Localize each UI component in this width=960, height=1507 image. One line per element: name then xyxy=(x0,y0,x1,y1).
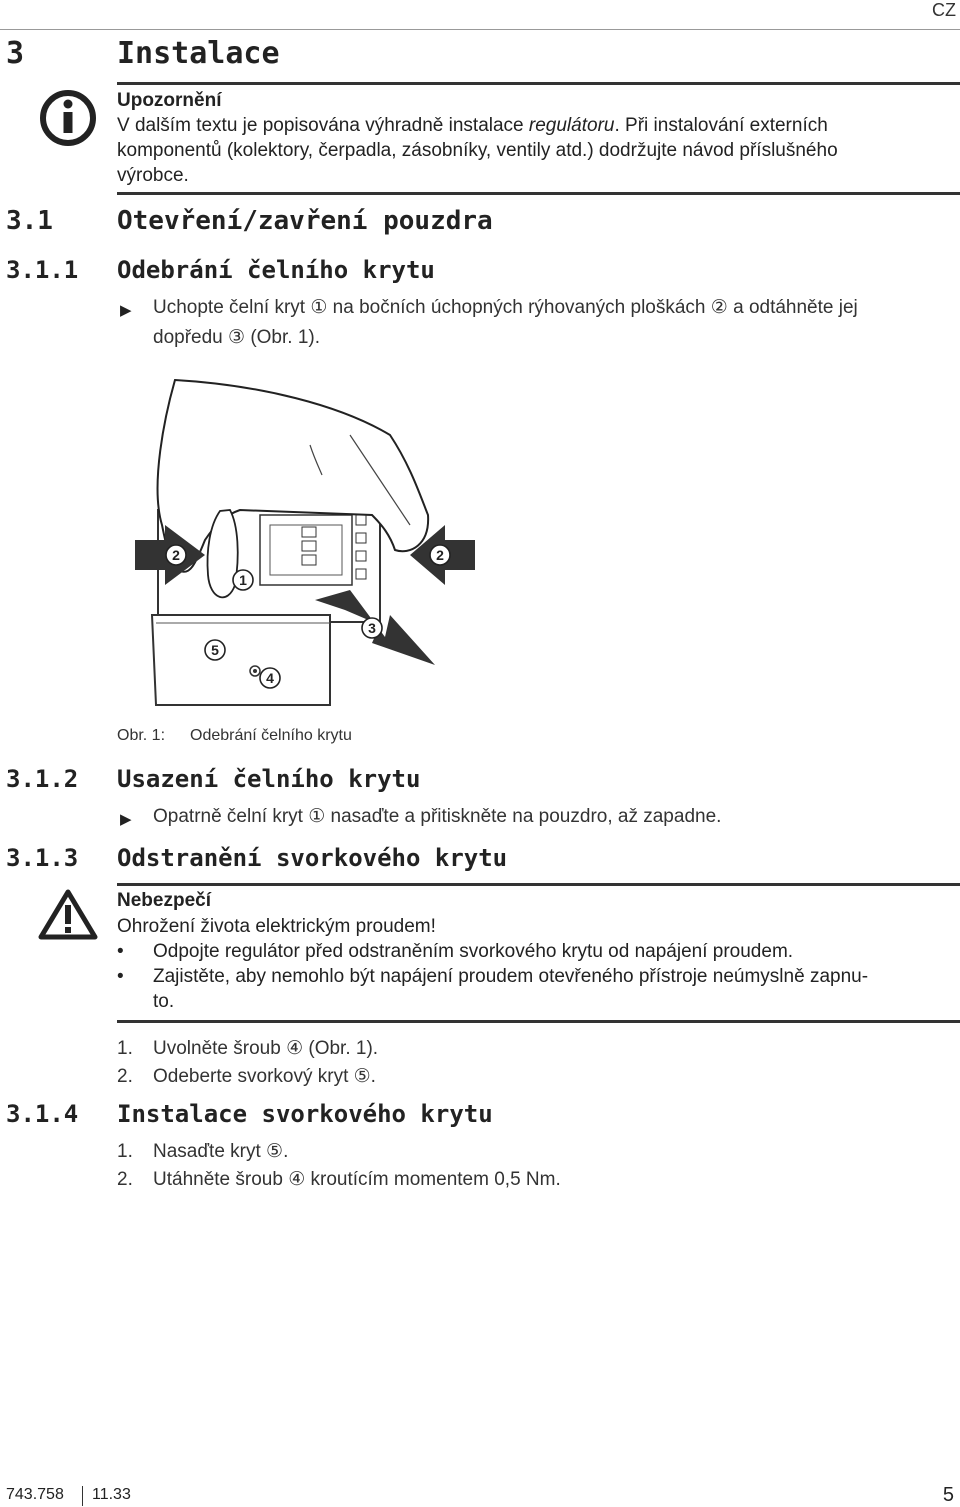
step-text: Nasaďte kryt ⑤. xyxy=(153,1141,289,1162)
instruction-line-2: dopředu ③ (Obr. 1). xyxy=(153,327,321,348)
notice-line-3: výrobce. xyxy=(117,165,189,186)
step-section-title: Odebrání čelního krytu xyxy=(117,256,435,284)
step-number: 2. xyxy=(117,1169,133,1190)
bullet-dot: • xyxy=(117,941,124,962)
instruction-line-1: Uchopte čelní kryt ① na bočních úchopných rýhovaných ploškách ② a odtáhněte jej xyxy=(153,297,858,318)
step-number: 1. xyxy=(117,1141,133,1162)
step-section-title: Odstranění svorkového krytu xyxy=(117,844,508,872)
danger-top-rule xyxy=(117,883,960,886)
callout-4: 4 xyxy=(266,670,274,686)
figure-caption-text: Odebrání čelního krytu xyxy=(190,727,352,744)
danger-bullet-2-line-1: Zajistěte, aby nemohlo být napájení proudem otevřeného přístroje neúmyslně zapnu- xyxy=(153,966,869,987)
footer-divider xyxy=(82,1486,83,1506)
danger-text: Ohrožení života elektrickým proudem! xyxy=(117,916,436,937)
danger-bullet-2-line-2: to. xyxy=(153,991,175,1012)
danger-label: Nebezpečí xyxy=(117,890,211,911)
step-section-number: 3.1.2 xyxy=(6,765,79,793)
notice-rule xyxy=(117,192,960,195)
warning-icon xyxy=(38,888,98,940)
callout-1: 1 xyxy=(239,572,247,588)
notice-label: Upozornění xyxy=(117,90,222,111)
step-section-number: 3.1.1 xyxy=(6,256,79,284)
step-text: Utáhněte šroub ④ kroutícím momentem 0,5 Nm. xyxy=(153,1169,561,1190)
triangle-bullet-icon: ▶ xyxy=(120,811,132,828)
header-rule xyxy=(0,29,960,30)
step-number: 1. xyxy=(117,1038,133,1059)
triangle-bullet-icon: ▶ xyxy=(120,302,132,319)
danger-bullet-1: Odpojte regulátor před odstraněním svorkového krytu od napájení proudem. xyxy=(153,941,794,962)
step-section-number: 3.1.3 xyxy=(6,844,79,872)
figure-caption-number: Obr. 1: xyxy=(117,727,166,744)
callout-3: 3 xyxy=(368,620,376,636)
section-rule xyxy=(117,82,960,85)
step-section-title: Instalace svorkového krytu xyxy=(117,1100,493,1128)
bullet-dot: • xyxy=(117,966,124,987)
instruction-line: Opatrně čelní kryt ① nasaďte a přitiskněte na pouzdro, až zapadne. xyxy=(153,806,722,827)
step-number: 2. xyxy=(117,1066,133,1087)
callout-2-right: 2 xyxy=(436,547,444,563)
notice-line-2: komponentů (kolektory, čerpadla, zásobníky, ventily atd.) dodržujte návod příslušného xyxy=(117,140,838,161)
info-icon xyxy=(38,88,98,148)
step-section-title: Usazení čelního krytu xyxy=(117,765,421,793)
danger-bottom-rule xyxy=(117,1020,960,1023)
subsection-title: Otevření/zavření pouzdra xyxy=(117,206,493,236)
footer-version: 11.33 xyxy=(92,1486,131,1503)
notice-line-1: V dalším textu je popisována výhradně instalace regulátoru. Při instalování externích xyxy=(117,115,828,136)
callout-5: 5 xyxy=(211,642,219,658)
step-text: Uvolněte šroub ④ (Obr. 1). xyxy=(153,1038,379,1059)
footer-doc-number: 743.758 xyxy=(6,1486,64,1503)
figure-cover-removal xyxy=(110,375,490,715)
page-number: 5 xyxy=(942,1484,954,1506)
callout-2-left: 2 xyxy=(172,547,180,563)
subsection-number: 3.1 xyxy=(6,206,53,236)
step-text: Odeberte svorkový kryt ⑤. xyxy=(153,1066,376,1087)
section-title: Instalace xyxy=(117,36,280,71)
language-code: CZ xyxy=(932,0,956,20)
step-section-number: 3.1.4 xyxy=(6,1100,79,1128)
section-number: 3 xyxy=(6,36,25,71)
